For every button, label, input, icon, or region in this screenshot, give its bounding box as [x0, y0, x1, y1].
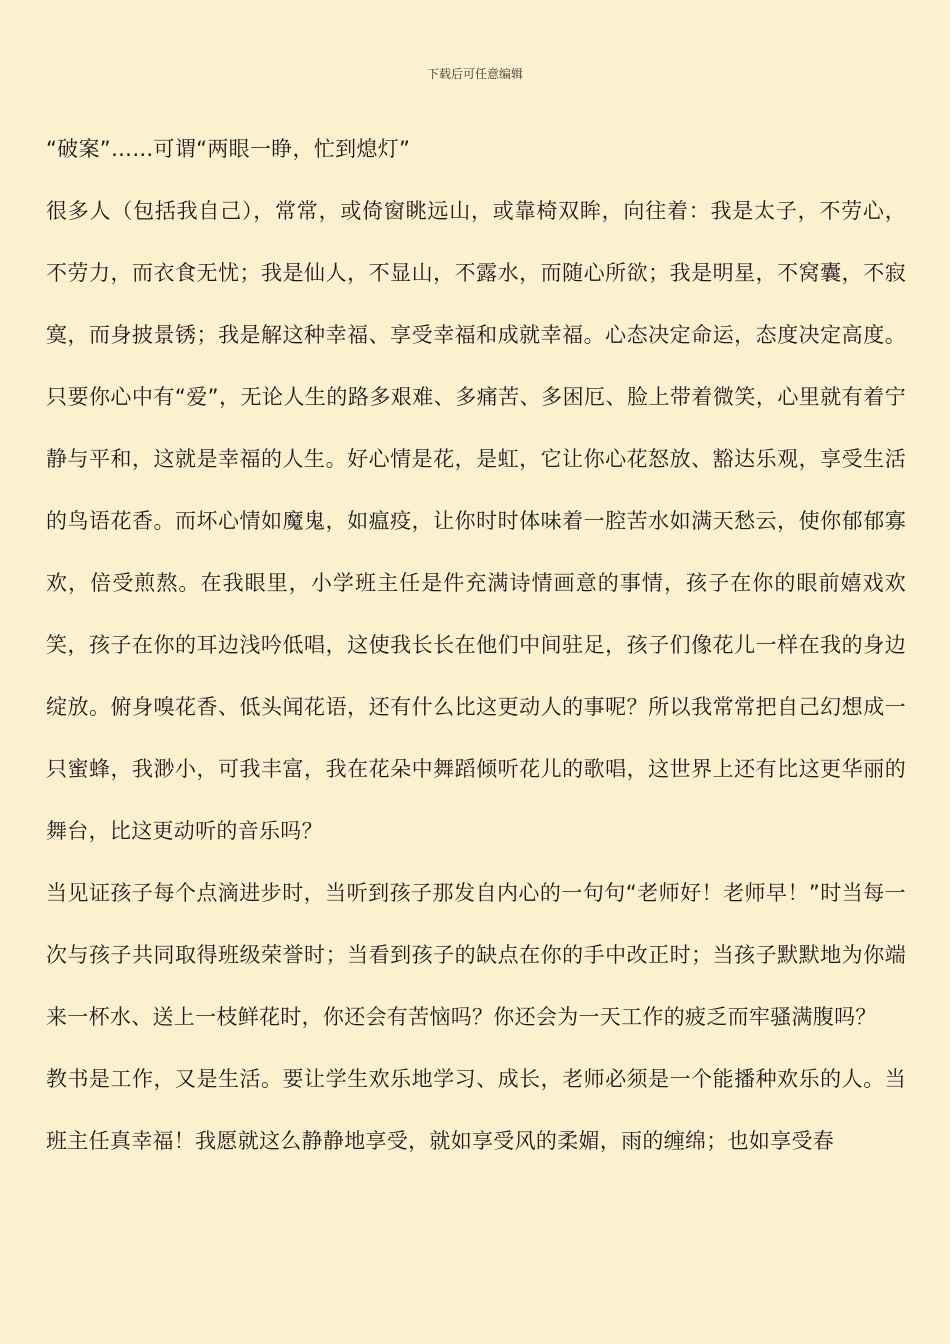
paragraph: 教书是工作，又是生活。要让学生欢乐地学习、成长，老师必须是一个能播种欢乐的人。当班主任真幸福！我愿就这么静静地享受，就如享受风的柔媚，雨的缠绵；也如享受春: [46, 1067, 906, 1153]
paragraph: 当见证孩子每个点滴进步时，当听到孩子那发自内心的一句句“老师好！老师早！”时当每一次与孩子共同取得班级荣誉时；当看到孩子的缺点在你的手中改正时；当孩子默默地为你端来一杯水、送上一枝鲜花时，你还会有苦恼吗？你还会为一天工作的疲乏而牢骚满腹吗？: [46, 881, 906, 1029]
paragraph-heading: “破案”……可谓“两眼一睁，忙到熄灯”: [46, 137, 411, 161]
body-text: [46, 118, 906, 1172]
paragraph: 很多人（包括我自己），常常，或倚窗眺远山，或靠椅双眸，向往着：我是太子，不劳心，不劳力，而衣食无忧；我是仙人，不显山，不露水，而随心所欲；我是明星，不窝囊，不寂寞，而身披景锈；我是解这种幸福、享受幸福和成就幸福。心态决定命运，态度决定高度。只要你心中有“爱”，无论人生的路多艰难、多痛苦、多困厄、脸上带着微笑，心里就有着宁静与平和，这就是幸福的人生。好心情是花，是虹，它让你心花怒放、豁达乐观，享受生活的鸟语花香。而坏心情如魔鬼，如瘟疫，让你时时体味着一腔苦水如满天愁云，使你郁郁寡欢，倍受煎熬。在我眼里，小学班主任是件充满诗情画意的事情，孩子在你的眼前嬉戏欢笑，孩子在你的耳边浅吟低唱，这使我长长在他们中间驻足，孩子们像花儿一样在我的身边绽放。俯身嗅花香、低头闻花语，还有什么比这更动人的事呢？所以我常常把自己幻想成一只蜜蜂，我渺小，可我丰富，我在花朵中舞蹈倾听花儿的歌唱，这世界上还有比这更华丽的舞台，比这更动听的音乐吗？: [46, 199, 906, 843]
header-note: 下载后可任意编辑: [426, 67, 523, 81]
